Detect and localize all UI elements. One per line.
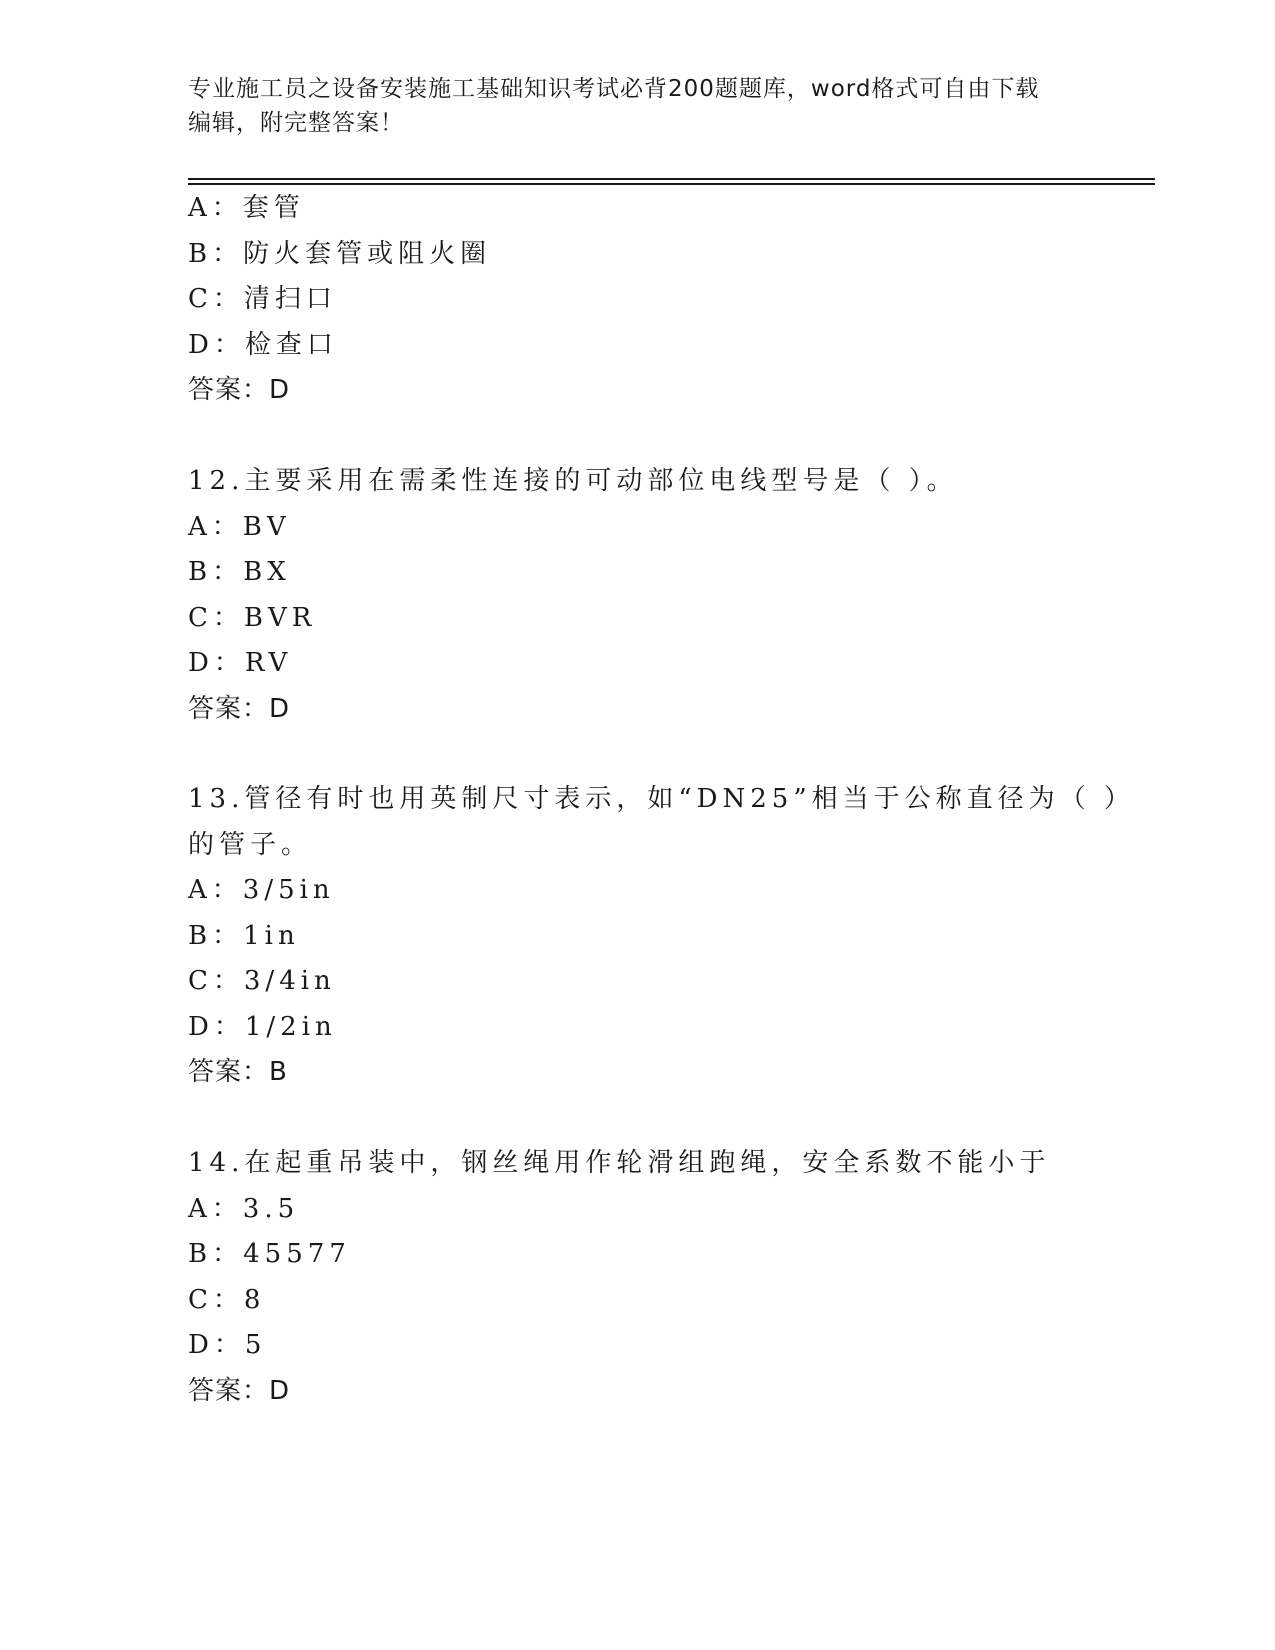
header-line-1: 专业施工员之设备安装施工基础知识考试必背200题题库，word格式可自由下载 [188,76,1040,102]
option-b: B：45577 [188,1239,351,1269]
question-13 [188,777,1135,1096]
question-text: 14.在起重吊装中，钢丝绳用作轮滑组跑绳，安全系数不能小于 [188,1148,1051,1178]
option-d: D：检查口 [188,329,338,360]
question-12 [188,459,1088,732]
answer-line: 答案：B [188,1057,288,1087]
option-d: D：RV [188,648,293,678]
option-c: C：清扫口 [188,284,337,314]
option-d: D：1/2in [188,1011,337,1042]
question-text-line-2: 的管子。 [188,829,313,860]
option-a: A：BV [188,511,291,542]
option-c: C：3/4in [188,966,336,996]
question-text: 12.主要采用在需柔性连接的可动部位电线型号是（ ）。 [188,466,958,496]
option-c: C：BVR [188,602,317,633]
option-b: B：BX [188,557,291,587]
option-b: B：防火套管或阻火圈 [188,238,492,269]
option-a: A：套管 [188,193,305,223]
question-text-line-1: 13.管径有时也用英制尺寸表示，如“DN25”相当于公称直径为（ ） [188,784,1135,814]
document-header [188,72,1088,140]
answer-line: 答案：D [188,1375,291,1406]
answer-line: 答案：D [188,375,291,405]
header-divider-top [188,178,1155,180]
option-a: A：3.5 [188,1193,300,1224]
option-a: A：3/5in [188,875,335,905]
header-line-2: 编辑，附完整答案！ [188,110,404,136]
option-b: B：1in [188,920,300,951]
option-c: C：8 [188,1284,266,1315]
header-divider-bottom [188,183,1155,185]
question-11-continued [188,186,1088,414]
question-14 [188,1141,1088,1414]
answer-line: 答案：D [188,693,291,724]
option-d: D：5 [188,1330,267,1360]
